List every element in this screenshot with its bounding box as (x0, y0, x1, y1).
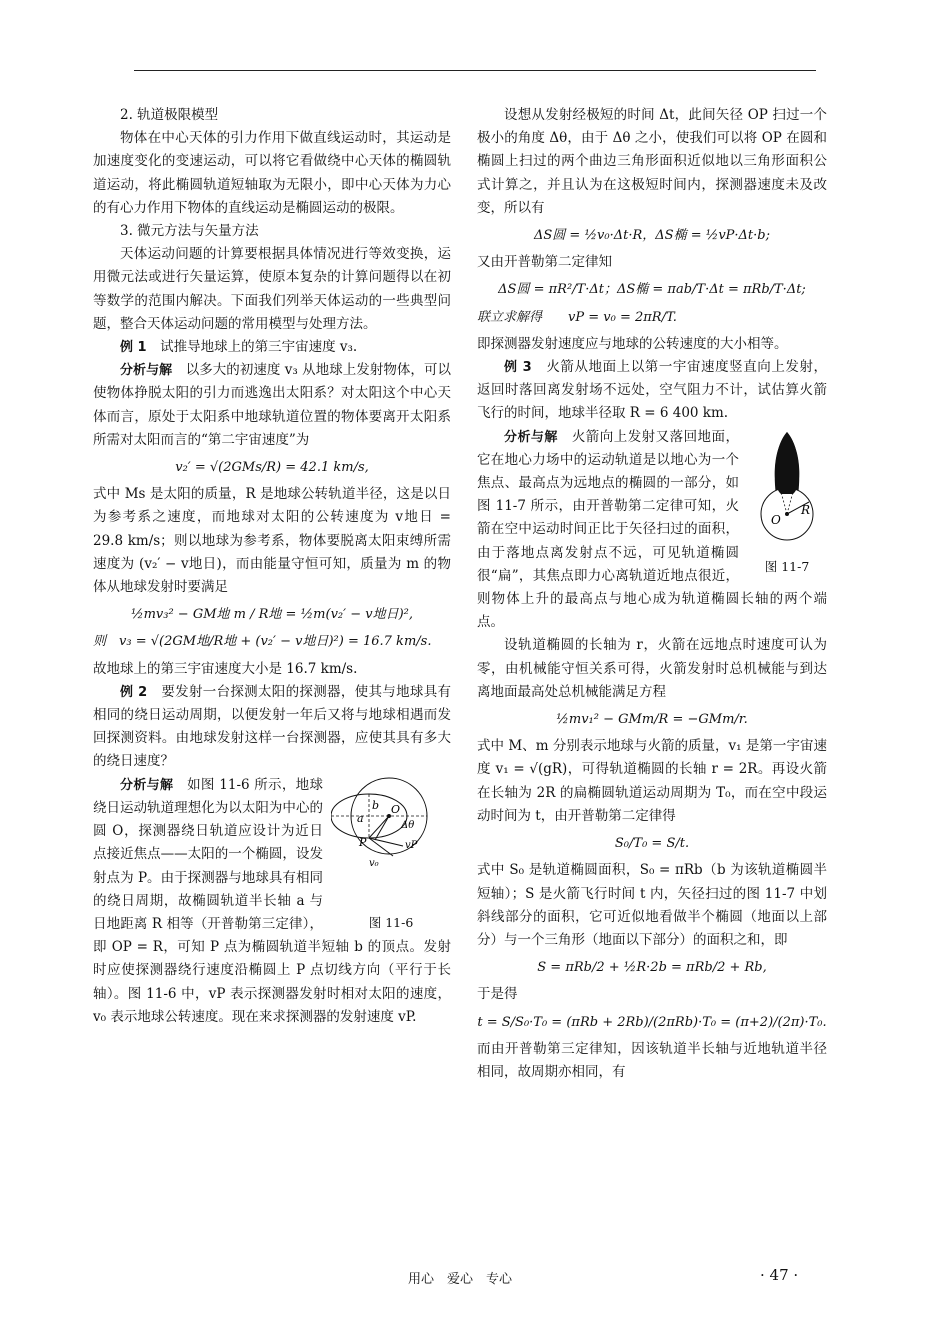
section-3-paragraph: 天体运动问题的计算要根据具体情况进行等效变换，运用微元法或进行矢量运算，使原本复杂的计算问题得以在初等数学的范围内解决。下面我们列举天体运动的一些典型问题，整合天体运动问题的常用模型与处理方法。 (93, 246, 451, 332)
fig6-label-v0: v₀ (369, 857, 379, 869)
analysis-3-paragraph-3: 式中 M、m 分别表示地球与火箭的质量，v₁ 是第一宇宙速度 v₁ = √(gR)，可得轨道椭圆的长轴 r = 2R。再设火箭在长轴为 2R 的扁椭圆轨道运动周期为 T₀，而在空中段运动时间为 t，由开普勒第二定律得 (477, 738, 827, 824)
right-paragraph-1: 设想从发射经极短的时间 Δt，此间矢径 OP 扫过一个极小的角度 Δθ，由于 Δθ 之小，使我们可以将 OP 在圆和椭圆上扫过的两个曲边三角形面积近似地以三角形面积公式计算之，并且认为在这极短时间内，探测器速度未及改变，所以有 (477, 107, 827, 216)
rocket-orbit-diagram-11-7 (747, 428, 827, 548)
analysis-3-last: 而由开普勒第三定律知，因该轨道半长轴与近地轨道半径相同，故周期亦相同，有 (477, 1040, 827, 1080)
figure-11-6 (331, 776, 451, 934)
analysis-2-label: 分析与解 (120, 777, 174, 793)
example-1-label: 例 1 (120, 340, 147, 356)
fig7-label-r: R (801, 502, 811, 517)
fig6-label-a: a (357, 811, 364, 825)
analysis-3-then: 于是得 (477, 986, 518, 1003)
analysis-1-label: 分析与解 (120, 363, 173, 379)
analysis-3-paragraph-4: 式中 S₀ 是轨道椭圆面积，S₀ = πRb（b 为该轨道椭圆半短轴）；S 是火箭飞行时间 t 内，矢径扫过的图 11-7 中划斜线部分的面积，它可近似地看做半个椭圆（地面以上部分）与一个三角形（地面以下部分）的面积之和，即 (477, 862, 827, 948)
example-3-label: 例 3 (504, 360, 532, 376)
equation-v3 (93, 630, 451, 653)
example-2-text: 要发射一台探测太阳的探测器，使其与地球具有相同的绕日运动周期，以便发射一年后又将与地球相遇而发回探测资料。由地球发射这样一台探测器，应使其具有多大的绕日速度？ (93, 683, 452, 770)
fig6-label-p: P (359, 835, 367, 849)
analysis-1-continued: 式中 Ms 是太阳的质量，R 是地球公转轨道半径，这是以日为参考系之速度，而地球对太阳的公转速度为 v地日 = 29.8 km/s；则以地球为参考系，物体要脱离太阳束缚所需速度为 (v₂′ − v地日)，而由能量守恒可知，质量为 m 的物体从地球发射时要满足 (93, 486, 451, 596)
equation-vp (477, 306, 827, 329)
equation-time: t = S/S₀·T₀ = (πRb + 2Rb)/(2πRb)·T₀ = (π+2)/(2π)·T₀. (477, 1014, 827, 1030)
analysis-3-paragraph-2: 设轨道椭圆的长轴为 r，火箭在远地点时速度可认为零，由机械能守恒关系可得，火箭发射时总机械能与到达离地面最高处总机械能满足方程 (477, 637, 827, 700)
example-1-text: 试推导地球上的第三宇宙速度 v₃. (160, 339, 358, 356)
orbit-diagram-11-6 (331, 776, 451, 904)
equation-energy: ½mv₃² − GM地 m / R地 = ½m(v₂′ − v地日)², (130, 607, 414, 623)
header-rule (134, 70, 816, 71)
fig6-label-vp: vP (405, 839, 418, 851)
equation-v3-body: v₃ = √(2GM地/R地 + (v₂′ − v地日)²) = 16.7 km/s. (119, 634, 432, 650)
analysis-1 (93, 359, 451, 452)
fig6-label-b: b (372, 798, 380, 812)
figure-11-7-caption: 图 11-7 (764, 558, 810, 574)
equation-v2-prime: v₂′ = √(2GMs/R) = 42.1 km/s, (175, 460, 369, 476)
equation-area-s: S = πRb/2 + ½R·2b = πRb/2 + Rb, (537, 960, 767, 976)
example-1 (93, 336, 451, 359)
equation-vp-body: vP = v₀ = 2πR/T. (568, 309, 677, 325)
right-paragraph-2: 又由开普勒第二定律知 (477, 254, 612, 271)
footer-motto: 用心 爱心 专心 (408, 1272, 513, 1287)
figure-11-7 (747, 428, 827, 578)
section-3-heading: 3. 微元方法与矢量方法 (120, 223, 259, 240)
fig6-label-o: O (391, 802, 401, 816)
example-2-label: 例 2 (120, 684, 148, 700)
equation-vp-prefix: 联立求解得 (477, 309, 543, 325)
example-2 (93, 681, 451, 774)
fig6-label-dtheta: Δθ (401, 819, 415, 831)
right-paragraph-4: 即探测器发射速度应与地球的公转速度的大小相等。 (477, 335, 788, 352)
analysis-3-label: 分析与解 (504, 429, 558, 445)
example-3-text: 火箭从地面上以第一宇宙速度竖直向上发射，返回时落回离发射场不远处，空气阻力不计，试估算火箭飞行的时间，地球半径取 R = 6 400 km. (477, 359, 828, 422)
equation-area-ratio: S₀/T₀ = S/t. (614, 836, 690, 852)
left-column (93, 104, 451, 1029)
analysis-1-text: 以多大的初速度 v₃ 从地球上发射物体，可以使物体挣脱太阳的引力而逃逸出太阳系？对太阳这个中心天体而言，原处于太阳系中地球轨道位置的物体要离开太阳系所需对太阳而言的“第二宇宙速度”为 (93, 362, 452, 448)
analysis-2-text: 如图 11-6 所示，地球绕日运动轨道理想化为以太阳为中心的圆 O，探测器绕日轨道应设计为近日点接近焦点——太阳的一个椭圆，设发射点为 P。由于探测器与地球具有相同的绕日周期，故椭圆轨道半长轴 a 与日地距离 R 相等（开普勒第三定律），即 OP = R，可知 P 点为椭圆轨道半短轴 b 的顶点。发射时应使探测器绕行速度沿椭圆上 P 点切线方向（平行于长轴）。图 11-6 中，vP 表示探测器发射时相对太阳的速度，v₀ 表示地球公转速度。现在来求探测器的发射速度 vP. (93, 776, 451, 1025)
analysis-3-text: 火箭向上发射又落回地面，它在地心力场中的运动轨道是以地心为一个焦点、最高点为远地点的椭圆的一部分，如图 11-7 所示，由开普勒第二定律可知，火箭在空中运动时间正比于矢径扫过的面积，由于落地点离发射点不远，可见轨道椭圆很“扁”，其焦点即力心离轨道近地点很近，则物体上升的最高点与地心成为轨道椭圆长轴的两个端点。 (477, 428, 827, 631)
page-number: · 47 · (760, 1266, 799, 1284)
equation-v3-prefix: 则 (93, 634, 107, 650)
right-column (477, 104, 827, 1084)
section-2-heading: 2. 轨道极限模型 (120, 107, 219, 123)
equation-kepler-2: ΔS圆 = πR²/T·Δt；ΔS椭 = πab/T·Δt = πRb/T·Δt; (498, 282, 806, 298)
equation-delta-s: ΔS圆 = ½v₀·Δt·R，ΔS椭 = ½vP·Δt·b; (534, 228, 770, 244)
example-3 (477, 356, 827, 426)
analysis-1-conclusion: 故地球上的第三宇宙速度大小是 16.7 km/s. (93, 660, 358, 677)
section-2-paragraph: 物体在中心天体的引力作用下做直线运动时，其运动是加速度变化的变速运动，可以将它看做绕中心天体的椭圆轨道运动，将此椭圆轨道短轴取为无限小，即中心天体为力心的有心力作用下物体的直线运动是椭圆运动的极限。 (93, 130, 451, 216)
figure-11-6-caption: 图 11-6 (368, 914, 414, 930)
equation-energy-rocket: ½mv₁² − GMm/R = −GMm/r. (556, 712, 748, 728)
fig7-label-o: O (771, 512, 781, 527)
